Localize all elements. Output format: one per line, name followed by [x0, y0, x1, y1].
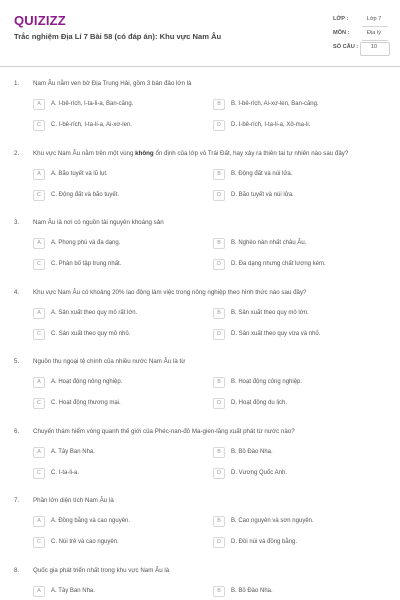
option-letter-box[interactable]: B — [213, 238, 225, 249]
option-letter-box[interactable]: C — [33, 537, 45, 548]
option-text: B. Cao nguyên và sơn nguyên. — [231, 518, 314, 524]
option-letter-box[interactable]: C — [33, 259, 45, 270]
option-letter-box[interactable]: D — [213, 120, 225, 131]
question-text-part: Khu vực Nam Âu nằm trên một vùng — [33, 150, 136, 157]
option-letter-box[interactable]: A — [33, 169, 45, 180]
option-text: A. Bão tuyết và lũ lụt. — [51, 171, 108, 177]
meta-underline — [362, 26, 388, 27]
option-letter-box[interactable]: A — [33, 447, 45, 458]
option-letter-box[interactable]: A — [33, 308, 45, 319]
option-text: C. Động đất và bão tuyết. — [51, 192, 120, 198]
meta-count — [330, 42, 390, 56]
question-text — [33, 150, 393, 157]
question-number: 3. — [14, 219, 20, 226]
question-number: 4. — [14, 289, 20, 296]
option-letter-box[interactable]: B — [213, 308, 225, 319]
option-text: B. Động đất và núi lửa. — [231, 171, 293, 177]
option-text: C. Núi trẻ và cao nguyên. — [51, 539, 119, 545]
option-text: D. Sản xuất theo quy vừa và nhỏ. — [231, 331, 321, 337]
meta-count-label: SỐ CÂU : — [333, 44, 359, 50]
option-letter-box[interactable]: A — [33, 516, 45, 527]
question-number: 1. — [14, 80, 20, 87]
option-letter-box[interactable]: C — [33, 120, 45, 131]
meta-class — [330, 14, 390, 28]
meta-underline — [362, 40, 388, 41]
option-letter-box[interactable]: D — [213, 468, 225, 479]
question-text: Nguồn thu ngoại tệ chính của nhiều nước Nam Âu là từ — [33, 358, 186, 365]
question-text: Chuyến thám hiểm vòng quanh thế giới của Phéc-nan-đô Ma-gien-lăng xuất phát từ nước nào? — [33, 428, 295, 435]
worksheet-meta — [330, 14, 390, 56]
meta-class-label: LỚP : — [333, 16, 349, 22]
option-letter-box[interactable]: B — [213, 586, 225, 597]
question-text: Quốc gia phát triển nhất trong khu vực Nam Âu là — [33, 567, 170, 574]
option-text: A. Đồng bằng và cao nguyên. — [51, 518, 131, 524]
option-letter-box[interactable]: D — [213, 398, 225, 409]
option-letter-box[interactable]: C — [33, 398, 45, 409]
option-text: B. Bồ Đào Nha. — [231, 449, 273, 455]
question-number: 8. — [14, 567, 20, 574]
option-text: A. I-bê-rích, I-ta-li-a, Ban-căng. — [51, 101, 134, 107]
option-letter-box[interactable]: D — [213, 190, 225, 201]
option-letter-box[interactable]: B — [213, 99, 225, 110]
question-text-part: ổn định của lớp vỏ Trái Đất, hay xảy ra thiên tai tự nhiên nào sau đây? — [153, 150, 349, 157]
option-text: D. Vương Quốc Anh. — [231, 470, 287, 476]
option-letter-box[interactable]: D — [213, 329, 225, 340]
option-letter-box[interactable]: B — [213, 169, 225, 180]
question-text: Nam Âu nằm ven bờ Địa Trung Hải, gồm 3 bán đảo lớn là — [33, 80, 192, 87]
option-letter-box[interactable]: B — [213, 516, 225, 527]
option-text: D. Đa dạng nhưng chất lượng kém. — [231, 261, 326, 267]
worksheet-header — [0, 0, 400, 67]
option-text: D. Đồi núi và đồng bằng. — [231, 539, 298, 545]
question-number: 2. — [14, 150, 20, 157]
question-text-emphasis: không — [135, 150, 154, 157]
option-letter-box[interactable]: A — [33, 586, 45, 597]
option-letter-box[interactable]: C — [33, 190, 45, 201]
option-text: A. Phong phú và đa dạng. — [51, 240, 121, 246]
option-letter-box[interactable]: D — [213, 537, 225, 548]
option-letter-box[interactable]: A — [33, 377, 45, 388]
worksheet-title: Trắc nghiệm Địa Lí 7 Bài 58 (có đáp án): Khu vực Nam Âu — [14, 32, 222, 41]
quizizz-logo[interactable]: QUIZIZZ — [14, 13, 66, 28]
option-text: C. Phân bố tập trung nhất. — [51, 261, 122, 267]
option-text: A. Hoạt động nông nghiệp. — [51, 379, 123, 385]
option-text: C. I-bê-rích, I-ta-li-a, Ai-xơ-len. — [51, 122, 132, 128]
option-text: A. Tây Ban Nha. — [51, 588, 95, 594]
option-letter-box[interactable]: A — [33, 99, 45, 110]
option-letter-box[interactable]: C — [33, 468, 45, 479]
question-number: 7. — [14, 497, 20, 504]
question-text: Nam Âu là nơi có nguồn tài nguyên khoáng sản — [33, 219, 164, 226]
option-text: D. Bão tuyết và núi lửa. — [231, 192, 294, 198]
option-text: B. I-bê-rích, Ai-xơ-len, Ban-căng. — [231, 101, 319, 107]
meta-class-value: Lớp 7 — [366, 16, 382, 22]
meta-subject-label: MÔN : — [333, 30, 350, 36]
option-text: D. Hoạt động du lịch. — [231, 400, 288, 406]
question-text: Phần lớn diện tích Nam Âu là — [33, 497, 114, 504]
question-text: Khu vực Nam Âu có khoảng 20% lao động làm việc trong nông nghiệp theo hình thức nào sau đây? — [33, 289, 307, 296]
option-letter-box[interactable]: B — [213, 377, 225, 388]
option-text: B. Bồ Đào Nha. — [231, 588, 273, 594]
option-text: A. Tây Ban Nha. — [51, 449, 95, 455]
meta-count-value: 10 — [370, 44, 378, 50]
option-text: B. Sản xuất theo quy mô lớn. — [231, 310, 309, 316]
option-text: B. Hoạt động công nghiệp. — [231, 379, 303, 385]
meta-subject — [330, 28, 390, 42]
option-letter-box[interactable]: B — [213, 447, 225, 458]
question-number: 6. — [14, 428, 20, 435]
meta-subject-value: Địa lý — [367, 30, 381, 36]
option-text: C. Sản xuất theo quy mô nhỏ. — [51, 331, 131, 337]
option-letter-box[interactable]: C — [33, 329, 45, 340]
option-text: A. Sản xuất theo quy mô rất lớn. — [51, 310, 138, 316]
option-letter-box[interactable]: D — [213, 259, 225, 270]
option-text: C. Hoạt động thương mại. — [51, 400, 121, 406]
option-text: B. Nghèo nàn nhất châu Âu. — [231, 240, 307, 246]
option-letter-box[interactable]: A — [33, 238, 45, 249]
option-text: D. I-bê-rích, I-ta-li-a, Xô-ma-li. — [231, 122, 311, 128]
option-text: C. I-ta-li-a. — [51, 470, 80, 476]
question-number: 5. — [14, 358, 20, 365]
